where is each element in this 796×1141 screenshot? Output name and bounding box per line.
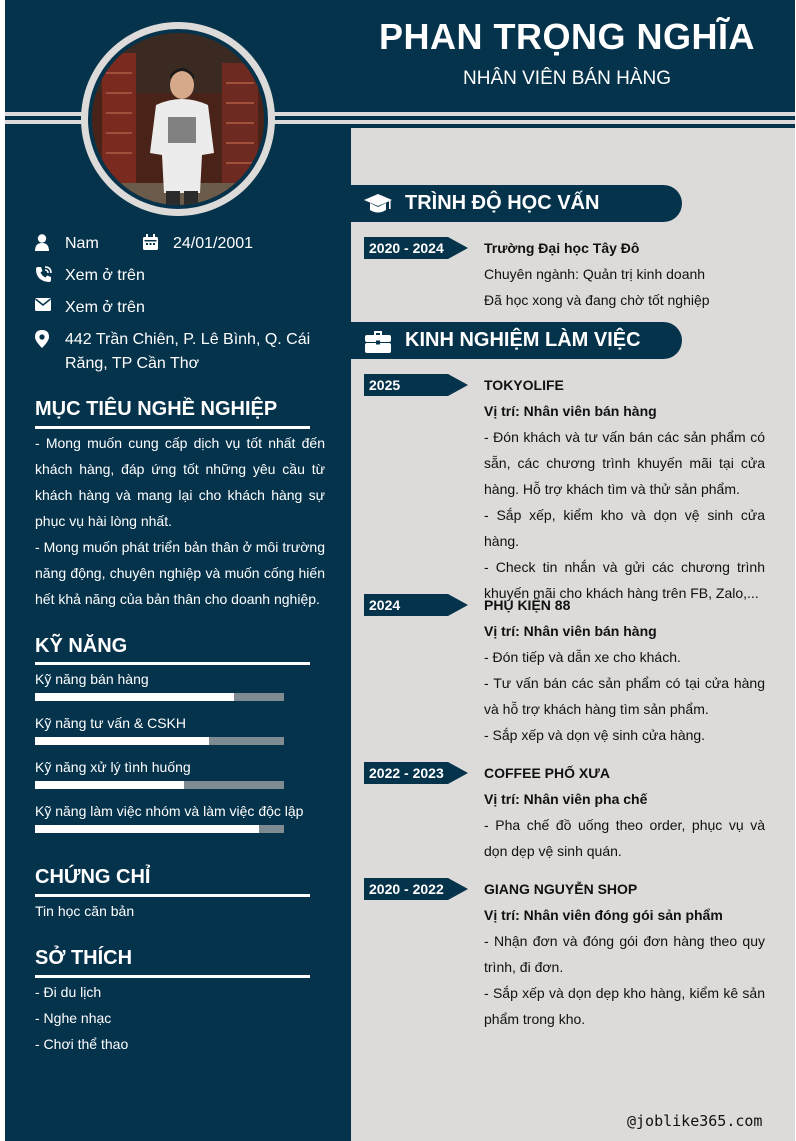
hobby-item: - Đi du lịch [35,984,102,1000]
job-detail: - Sắp xếp, kiểm kho và dọn vệ sinh cửa hàng. [484,507,765,549]
skill-fill [35,825,259,833]
phone-row [35,264,145,288]
objective-text [35,430,325,612]
candidate-name: PHAN TRỌNG NGHĨA [379,16,755,57]
hobby-item: - Nghe nhạc [35,1010,112,1026]
envelope-icon [35,296,65,311]
email-value: Xem ở trên [65,299,145,316]
hobby-list [35,979,128,1057]
job-position: Vị trí: Nhân viên pha chế [484,791,648,807]
experience-heading-bar [351,322,682,359]
person-icon [35,232,65,251]
objective-heading: MỤC TIÊU NGHỀ NGHIỆP [35,398,278,420]
email-row [35,296,145,320]
objective-rule [35,426,310,429]
profile-photo [92,33,264,205]
job-detail: - Đón tiếp và dẫn xe cho khách. [484,649,681,665]
period-tag [364,237,466,259]
birthdate-value: 24/01/2001 [173,235,254,252]
experience-entry [484,876,765,1032]
company-name: PHỤ KIỆN 88 [484,597,571,613]
company-name: TOKYOLIFE [484,377,564,393]
skill-bar [35,825,284,833]
watermark: @joblike365.com [627,1112,763,1130]
phone-value: Xem ở trên [65,267,145,284]
skill-label: Kỹ năng tư vấn & CSKH [35,715,186,731]
job-detail: - Nhận đơn và đóng gói đơn hàng theo quy trình, đi đơn. [484,933,765,975]
job-detail: - Đón khách và tư vấn bán các sản phẩm có sẵn, các chương trình khuyến mãi tại cửa hàng. Hỗ trợ khách tìm và thử sản phẩm. [484,429,765,497]
experience-entry [484,760,765,864]
certificate-item: Tin học căn bản [35,903,135,919]
period-text: 2024 [369,597,401,613]
experience-entry [484,592,765,748]
job-detail: - Pha chế đồ uống theo order, phục vụ và dọn dẹp vệ sinh quán. [484,817,765,859]
period-tag [364,594,466,616]
education-heading-bar [351,185,682,222]
skill-bar [35,693,284,701]
period-tag [364,878,466,900]
job-position: Vị trí: Nhân viên đóng gói sản phẩm [484,907,723,923]
job-position: Vị trí: Nhân viên bán hàng [484,623,657,639]
skill-fill [35,737,209,745]
experience-entry [484,372,765,606]
education-heading: TRÌNH ĐỘ HỌC VẤN [405,192,600,214]
hobbies-rule [35,975,310,978]
skills-rule [35,662,310,665]
period-text: 2020 - 2024 [369,240,444,256]
job-detail: - Sắp xếp và dọn dẹp kho hàng, kiểm kê sản phẩm trong kho. [484,985,765,1027]
calendar-icon [143,232,173,250]
hobby-item: - Chơi thể thao [35,1036,129,1052]
experience-heading: KINH NGHIỆM LÀM VIỆC [405,329,641,351]
period-tag [364,374,466,396]
job-detail: - Sắp xếp và dọn vệ sinh cửa hàng. [484,727,706,743]
period-text: 2022 - 2023 [369,765,444,781]
skill-fill [35,781,184,789]
resume-page [5,0,795,1141]
skill-label: Kỹ năng bán hàng [35,671,149,687]
address-value: 442 Trần Chiên, P. Lê Bình, Q. Cái Răng, TP Cần Thơ [65,331,311,372]
candidate-title: NHÂN VIÊN BÁN HÀNG [463,68,671,89]
job-detail: - Tư vấn bán các sản phẩm có tại cửa hàng và hỗ trợ khách hàng tìm sản phẩm. [484,675,765,717]
skill-fill [35,693,234,701]
education-entry [484,235,765,313]
gender-row [35,232,99,256]
hobbies-heading: SỞ THÍCH [35,947,133,969]
avatar [81,22,275,216]
graduation-cap-icon [351,192,405,216]
address-row [35,328,325,376]
job-position: Vị trí: Nhân viên bán hàng [484,403,657,419]
phone-icon [35,264,65,283]
objective-paragraph: - Mong muốn phát triển bản thân ở môi trường năng động, chuyên nghiệp và muốn cống hiến hết khả năng của bản thân cho doanh nghiệp. [35,539,325,607]
school-name: Trường Đại học Tây Đô [484,240,640,256]
map-pin-icon [35,328,65,348]
period-text: 2025 [369,377,401,393]
skill-label: Kỹ năng xử lý tình huống [35,759,191,775]
period-tag [364,762,466,784]
company-name: COFFEE PHỐ XƯA [484,765,610,781]
skill-label: Kỹ năng làm việc nhóm và làm việc độc lập [35,803,304,819]
period-text: 2020 - 2022 [369,881,444,897]
education-note: Đã học xong và đang chờ tốt nghiệp [484,292,710,308]
job-detail: - Check tin nhắn và gửi các chương trình khuyến mãi cho khách hàng trên FB, Zalo,... [484,559,765,601]
skill-bar [35,781,284,789]
certificates-rule [35,894,310,897]
briefcase-icon [351,329,405,353]
skills-heading: KỸ NĂNG [35,635,128,657]
birthdate-row [143,232,253,256]
company-name: GIANG NGUYỄN SHOP [484,881,638,897]
gender-value: Nam [65,235,99,252]
major: Chuyên ngành: Quản trị kinh doanh [484,266,706,282]
skill-bar [35,737,284,745]
certificates-heading: CHỨNG CHỈ [35,866,151,888]
objective-paragraph: - Mong muốn cung cấp dịch vụ tốt nhất đến khách hàng, đáp ứng tốt những yêu cầu từ khách hàng và mang lại cho khách hàng sự phục vụ hài lòng nhất. [35,435,325,529]
